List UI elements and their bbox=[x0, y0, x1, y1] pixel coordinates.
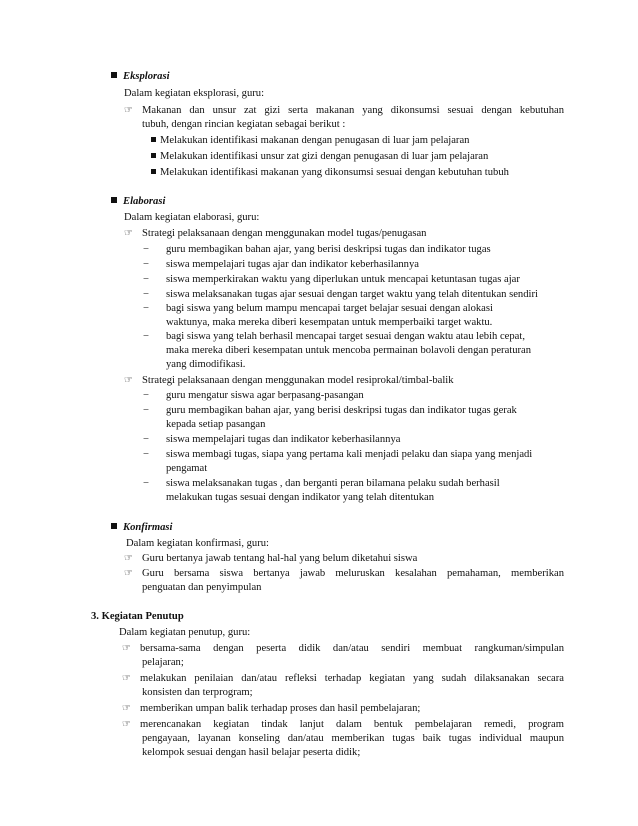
square-bullet-icon bbox=[111, 197, 117, 203]
konfirmasi-item-1: ☞ Guru bertanya jawab tentang hal-hal yang belum diketahui siswa bbox=[124, 552, 417, 566]
elaborasi-intro: Dalam kegiatan elaborasi, guru: bbox=[124, 212, 260, 223]
eksplorasi-item-1-cont: tubuh, dengan rincian kegiatan sebagai berikut : bbox=[142, 119, 346, 130]
dash-bullet-icon: − bbox=[143, 289, 149, 300]
penutup-item-1-cont: pelajaran; bbox=[142, 657, 184, 668]
eksplorasi-item-1: ☞ Makanan dan unsur zat gizi serta makanan yang dikonsumsi sesuai dengan kebutuhan bbox=[124, 104, 564, 118]
list-item: − siswa melaksanakan tugas , dan berganti peran bilamana pelaku sudah berhasil bbox=[143, 477, 500, 491]
dash-bullet-icon: − bbox=[143, 259, 149, 270]
list-item-cont: waktunya, maka mereka diberi kesempatan untuk memperbaiki target waktu. bbox=[166, 317, 493, 328]
square-bullet-icon bbox=[111, 523, 117, 529]
penutup-item-2-cont: konsisten dan terprogram; bbox=[142, 687, 253, 698]
list-item-cont: melakukan tugas sesuai dengan indikator yang telah ditentukan bbox=[166, 492, 435, 503]
pointing-hand-icon: ☞ bbox=[122, 719, 131, 730]
list-item-cont: maka mereka diberi kesempatan untuk mencoba permainan bolavoli dengan peraturan bbox=[166, 345, 532, 356]
list-item: − guru membagikan bahan ajar, yang berisi deskripsi tugas dan indikator tugas gerak bbox=[143, 404, 517, 418]
pointing-hand-icon: ☞ bbox=[124, 105, 133, 116]
penutup-item-3: ☞ memberikan umpan balik terhadap proses dan hasil pembelajaran; bbox=[122, 702, 420, 716]
dash-bullet-icon: − bbox=[143, 434, 149, 445]
eksplorasi-intro: Dalam kegiatan eksplorasi, guru: bbox=[124, 88, 265, 99]
list-item-cont: yang dimodifikasi. bbox=[166, 359, 246, 370]
dash-bullet-icon: − bbox=[143, 274, 149, 285]
pointing-hand-icon: ☞ bbox=[124, 228, 133, 239]
dash-bullet-icon: − bbox=[143, 449, 149, 460]
list-item: − siswa mempelajari tugas ajar dan indikator keberhasilannya bbox=[143, 258, 419, 272]
eksplorasi-heading: Eksplorasi bbox=[111, 70, 170, 84]
eksplorasi-sub-1: Melakukan identifikasi makanan dengan penugasan di luar jam pelajaran bbox=[151, 134, 469, 148]
list-item: − guru mengatur siswa agar berpasang-pasangan bbox=[143, 389, 364, 403]
dash-bullet-icon: − bbox=[143, 405, 149, 416]
list-item: − siswa mempelajari tugas dan indikator keberhasilannya bbox=[143, 433, 400, 447]
pointing-hand-icon: ☞ bbox=[122, 703, 131, 714]
pointing-hand-icon: ☞ bbox=[124, 568, 133, 579]
list-item: − bagi siswa yang belum mampu mencapai target belajar sesuai dengan alokasi bbox=[143, 302, 493, 316]
list-item-cont: pengamat bbox=[166, 463, 208, 474]
pointing-hand-icon: ☞ bbox=[122, 643, 131, 654]
dash-bullet-icon: − bbox=[143, 244, 149, 255]
list-item: − bagi siswa yang telah berhasil mencapai target sesuai dengan waktu atau lebih cepat, bbox=[143, 330, 525, 344]
list-item-cont: kepada setiap pasangan bbox=[166, 419, 266, 430]
list-item: − siswa membagi tugas, siapa yang pertama kali menjadi pelaku dan siapa yang menjadi bbox=[143, 448, 532, 462]
list-item: − guru membagikan bahan ajar, yang berisi deskripsi tugas dan indikator tugas bbox=[143, 243, 491, 257]
penutup-item-4-cont: kelompok sesuai dengan hasil belajar peserta didik; bbox=[142, 747, 361, 758]
eksplorasi-sub-3: Melakukan identifikasi makanan yang dikonsumsi sesuai dengan kebutuhan tubuh bbox=[151, 166, 509, 180]
konfirmasi-intro: Dalam kegiatan konfirmasi, guru: bbox=[126, 538, 269, 549]
list-item: − siswa memperkirakan waktu yang diperlukan untuk mencapai ketuntasan tugas ajar bbox=[143, 273, 520, 287]
dash-bullet-icon: − bbox=[143, 303, 149, 314]
pointing-hand-icon: ☞ bbox=[122, 673, 131, 684]
penutup-intro: Dalam kegiatan penutup, guru: bbox=[119, 627, 251, 638]
penutup-item-4-cont: pengayaan, layanan konseling dan/atau memberikan tugas baik tugas individual maupun bbox=[142, 733, 564, 744]
penutup-item-4: ☞ merencanakan kegiatan tindak lanjut dalam bentuk pembelajaran remedi, program bbox=[122, 718, 564, 732]
penutup-item-2: ☞ melakukan penilaian dan/atau refleksi terhadap kegiatan yang sudah dilaksanakan secara bbox=[122, 672, 564, 686]
penutup-item-1: ☞ bersama-sama dengan peserta didik dan/atau sendiri membuat rangkuman/simpulan bbox=[122, 642, 564, 656]
pointing-hand-icon: ☞ bbox=[124, 375, 133, 386]
dash-bullet-icon: − bbox=[143, 478, 149, 489]
elaborasi-strategy-2: ☞ Strategi pelaksanaan dengan menggunakan model resiprokal/timbal-balik bbox=[124, 374, 454, 388]
elaborasi-strategy-1: ☞ Strategi pelaksanaan dengan menggunakan model tugas/penugasan bbox=[124, 227, 426, 241]
konfirmasi-item-2-cont: penguatan dan penyimpulan bbox=[142, 582, 262, 593]
pointing-hand-icon: ☞ bbox=[124, 553, 133, 564]
square-bullet-icon bbox=[151, 153, 156, 158]
square-bullet-icon bbox=[151, 169, 156, 174]
square-bullet-icon bbox=[111, 72, 117, 78]
elaborasi-heading: Elaborasi bbox=[111, 195, 165, 209]
konfirmasi-heading: Konfirmasi bbox=[111, 521, 172, 535]
dash-bullet-icon: − bbox=[143, 390, 149, 401]
konfirmasi-item-2: ☞ Guru bersama siswa bertanya jawab meluruskan kesalahan pemahaman, memberikan bbox=[124, 567, 564, 581]
square-bullet-icon bbox=[151, 137, 156, 142]
eksplorasi-sub-2: Melakukan identifikasi unsur zat gizi dengan penugasan di luar jam pelajaran bbox=[151, 150, 488, 164]
dash-bullet-icon: − bbox=[143, 331, 149, 342]
list-item: − siswa melaksanakan tugas ajar sesuai dengan target waktu yang telah ditentukan sendiri bbox=[143, 288, 538, 302]
penutup-heading: 3. Kegiatan Penutup bbox=[91, 611, 184, 622]
